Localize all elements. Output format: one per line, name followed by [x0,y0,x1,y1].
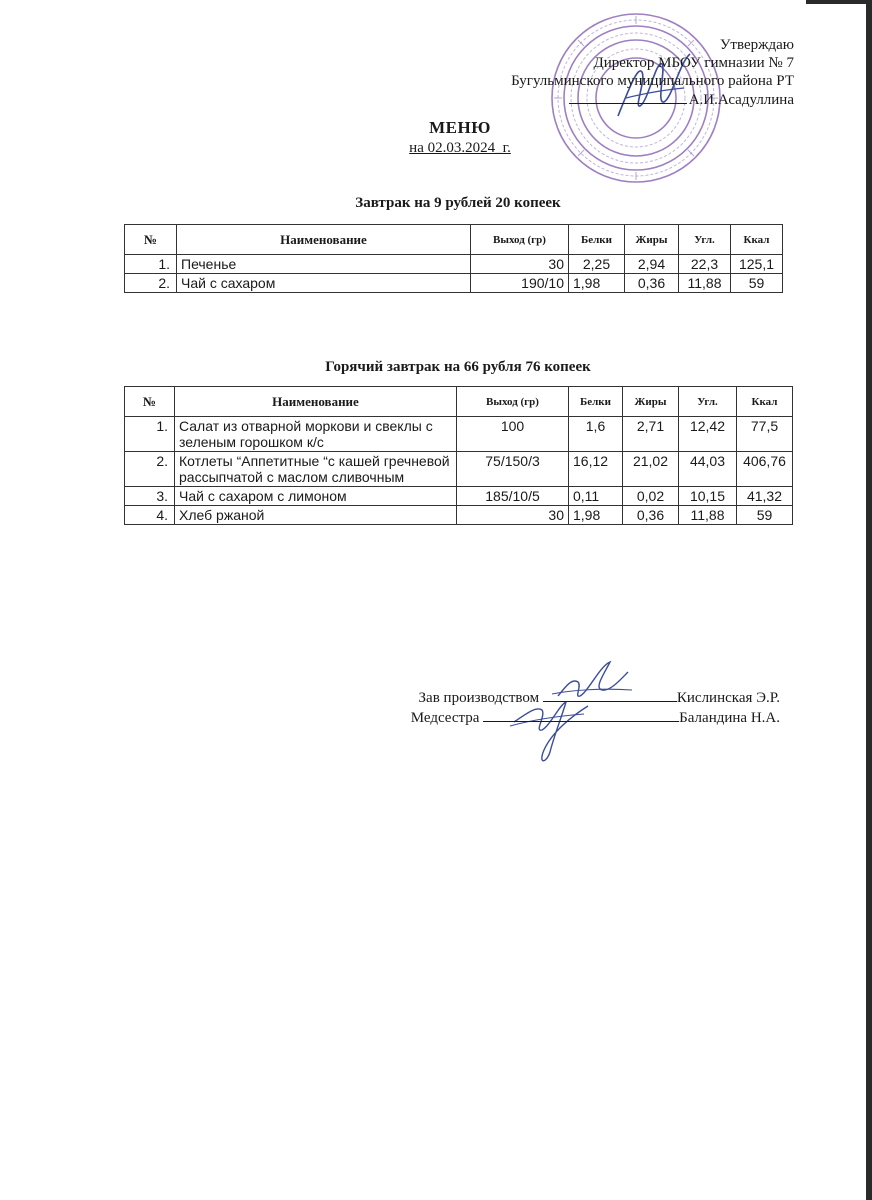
cell-name: Чай с сахаром с лимоном [175,487,457,506]
cell-output: 75/150/3 [457,452,569,487]
nurse-underline [483,708,679,722]
cell-output: 190/10 [471,274,569,293]
cell-fat: 0,36 [623,506,679,525]
cell-carbs: 12,42 [679,417,737,452]
cell-output: 30 [471,255,569,274]
breakfast-title: Завтрак на 9 рублей 20 копеек [355,195,561,211]
col-header-kcal: Ккал [737,387,793,417]
table-row [125,487,793,506]
cell-kcal: 406,76 [737,452,793,487]
col-header-no: № [125,225,177,255]
col-header-output: Выход (гр) [471,225,569,255]
production-name: Кислинская Э.Р. [676,690,780,706]
approval-heading: Утверждаю [719,37,794,53]
cell-protein: 1,98 [569,274,625,293]
cell-protein: 2,25 [569,255,625,274]
nurse-name: Баландина Н.А. [679,710,780,726]
col-header-carbs: Угл. [679,387,737,417]
production-signature-line [411,688,780,708]
cell-output: 30 [457,506,569,525]
cell-fat: 0,02 [623,487,679,506]
cell-carbs: 10,15 [679,487,737,506]
hot-breakfast-table [124,386,793,525]
cell-name: Хлеб ржаной [175,506,457,525]
cell-name: Котлеты “Аппетитные “с кашей гречневой рассыпчатой с маслом сливочным [175,452,457,487]
cell-output: 100 [457,417,569,452]
page-title: МЕНЮ [429,118,491,137]
cell-kcal: 125,1 [731,255,783,274]
scan-edge-top [806,0,866,4]
col-header-carbs: Угл. [679,225,731,255]
cell-kcal: 41,32 [737,487,793,506]
col-header-fat: Жиры [623,387,679,417]
col-header-name: Наименование [177,225,471,255]
cell-name: Печенье [177,255,471,274]
cell-carbs: 22,3 [679,255,731,274]
cell-protein: 1,6 [569,417,623,452]
cell-protein: 16,12 [569,452,623,487]
cell-fat: 2,94 [625,255,679,274]
col-header-protein: Белки [569,387,623,417]
cell-name: Салат из отварной моркови и свеклы с зеленым горошком к/с [175,417,457,452]
cell-kcal: 59 [731,274,783,293]
hot-breakfast-header-row [125,387,793,417]
signature-block [411,688,780,728]
cell-no: 3. [125,487,175,506]
approval-director-name: А.И.Асадуллина [688,92,794,108]
col-header-name: Наименование [175,387,457,417]
hot-breakfast-title: Горячий завтрак на 66 рубля 76 копеек [325,359,591,375]
cell-kcal: 77,5 [737,417,793,452]
cell-output: 185/10/5 [457,487,569,506]
cell-no: 2. [125,452,175,487]
table-row [125,417,793,452]
nurse-signature-line [411,708,780,728]
cell-no: 1. [125,417,175,452]
cell-carbs: 44,03 [679,452,737,487]
col-header-fat: Жиры [625,225,679,255]
cell-name: Чай с сахаром [177,274,471,293]
cell-no: 1. [125,255,177,274]
col-header-protein: Белки [569,225,625,255]
menu-date-text: на 02.03.2024_г. [409,140,511,156]
production-role: Зав производством [418,690,540,706]
cell-protein: 0,11 [569,487,623,506]
menu-date [0,140,872,157]
production-underline [543,688,677,702]
approval-signature-line [511,90,794,109]
cell-no: 2. [125,274,177,293]
cell-no: 4. [125,506,175,525]
approval-position: Директор МБОУ гимназии № 7 [593,55,794,71]
signature-underline [569,90,687,104]
approval-block [511,36,794,109]
cell-fat: 21,02 [623,452,679,487]
col-header-no: № [125,387,175,417]
table-row [125,274,783,293]
col-header-kcal: Ккал [731,225,783,255]
col-header-output: Выход (гр) [457,387,569,417]
cell-fat: 0,36 [625,274,679,293]
cell-carbs: 11,88 [679,506,737,525]
breakfast-table [124,224,783,293]
cell-kcal: 59 [737,506,793,525]
table-row [125,452,793,487]
scan-edge-right [866,0,872,1200]
cell-carbs: 11,88 [679,274,731,293]
cell-protein: 1,98 [569,506,623,525]
table-row [125,506,793,525]
table-row [125,255,783,274]
nurse-role: Медсестра [410,710,480,726]
breakfast-header-row [125,225,783,255]
cell-fat: 2,71 [623,417,679,452]
approval-organization: Бугульминского муниципального района РТ [511,73,794,89]
